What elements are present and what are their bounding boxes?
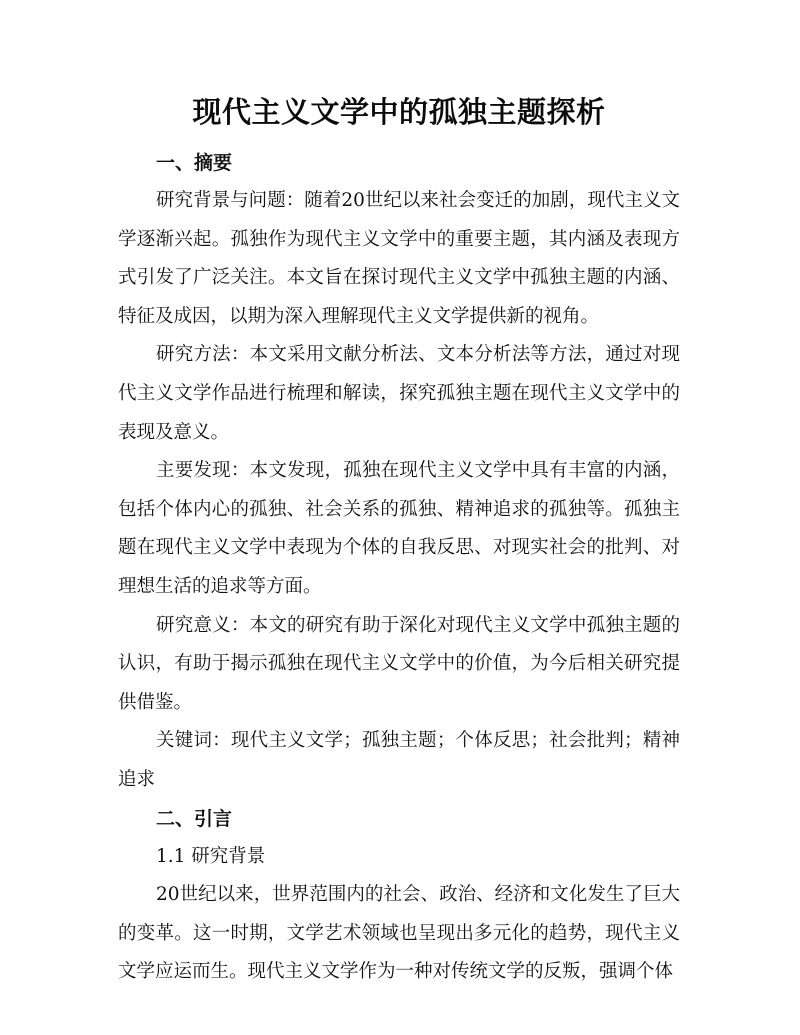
- abstract-significance-paragraph: 研究意义：本文的研究有助于深化对现代主义文学中孤独主题的认识，有助于揭示孤独在现代主义文学中的价值，为今后相关研究提供借鉴。: [118, 614, 680, 713]
- abstract-method-paragraph: 研究方法：本文采用文献分析法、文本分析法等方法，通过对现代主义文学作品进行梳理和解读，探究孤独主题在现代主义文学中的表现及意义。: [118, 344, 680, 443]
- section-heading-abstract: 一、摘要: [156, 152, 233, 174]
- abstract-findings-paragraph: 主要发现：本文发现，孤独在现代主义文学中具有丰富的内涵，包括个体内心的孤独、社会关系的孤独、精神追求的孤独等。孤独主题在现代主义文学中表现为个体的自我反思、对现实社会的批判、对理想生活的追求等方面。: [118, 460, 680, 597]
- keywords-paragraph: 关键词：现代主义文学；孤独主题；个体反思；社会批判；精神追求: [118, 730, 680, 790]
- abstract-background-paragraph: 研究背景与问题：随着20世纪以来社会变迁的加剧，现代主义文学逐渐兴起。孤独作为现代主义文学中的重要主题，其内涵及表现方式引发了广泛关注。本文旨在探讨现代主义文学中孤独主题的内涵、特征及成因，以期为深入理解现代主义文学提供新的视角。: [118, 190, 680, 327]
- document-title: 现代主义文学中的孤独主题探析: [192, 95, 606, 129]
- document-page: [118, 86, 680, 992]
- subsection-heading-background: 1.1 研究背景: [156, 845, 266, 867]
- section-heading-introduction: 二、引言: [156, 807, 233, 830]
- introduction-paragraph: 20世纪以来，世界范围内的社会、政治、经济和文化发生了巨大的变革。这一时期，文学艺术领域也呈现出多元化的趋势，现代主义文学应运而生。现代主义文学作为一种对传统文学的反叛，强调个体: [118, 884, 680, 983]
